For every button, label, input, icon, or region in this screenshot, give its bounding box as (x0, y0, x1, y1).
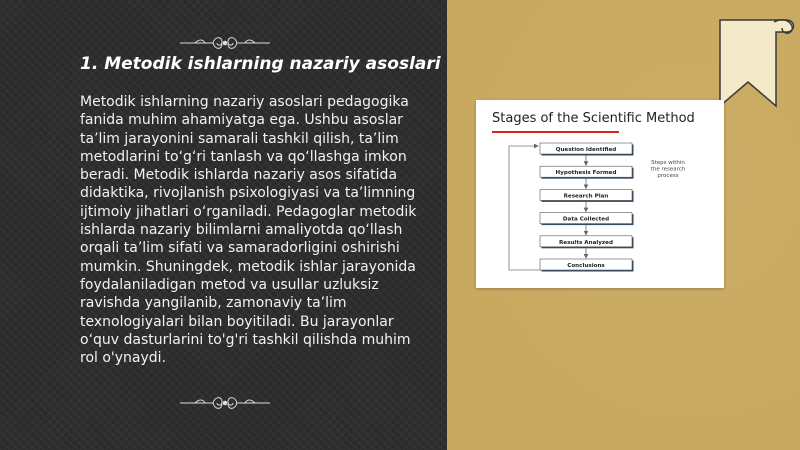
flow-step-label: Results Analyzed (559, 239, 613, 246)
flow-step-label: Research Plan (563, 193, 609, 200)
ornament-top-icon (175, 33, 275, 53)
flow-step-2 (540, 166, 634, 179)
flow-step-label: Hypothesis Formed (555, 170, 617, 177)
scientific-method-figure (476, 100, 724, 288)
bookmark-ribbon-icon (716, 18, 800, 108)
flow-step-label: Question Identified (555, 147, 617, 153)
slide-body-text: Metodik ishlarning nazariy asoslari pedagogika fanida muhim ahamiyatga ega. Ushbu asoslar ta’lim jarayonini samarali tashkil qilish, ta’lim metodlarini to‘g‘ri tanlash va qo‘llashga imkon beradi. Metodik ishlarda nazariy asos sifatida didaktika, rivojlanish psixologiyasi va ta’limning ijtimoiy jihatlari o‘rganiladi. Pedagoglar metodik ishlarda nazariy bilimlarni amaliyotda qo‘llash orqali ta’lim sifati va samaradorligini oshirishi mumkin. Shuningdek, metodik ishlar jarayonida foydalaniladigan metod va usullar uzluksiz ravishda yangilanib, zamonaviy ta’lim texnologiyalari bilan boyitiladi. Bu jarayonlar o‘quv dasturlarini to'g'ri tashkil qilishda muhim rol o'ynaydi. (80, 94, 417, 367)
slide-title: 1. Metodik ishlarning nazariy asoslari (80, 54, 441, 74)
ornament-bottom-icon (175, 393, 275, 413)
flow-diagram (476, 100, 724, 288)
flow-step-label: Conclusions (567, 263, 605, 269)
flow-step-6 (540, 259, 634, 272)
figure-title: Stages of the Scientific Method (492, 111, 695, 126)
flow-step-5 (540, 236, 634, 249)
figure-note: Steps within the research process (650, 160, 686, 179)
flow-step-label: Data Collected (562, 216, 610, 223)
flow-step-1 (540, 143, 634, 156)
feedback-loop-line (509, 146, 540, 270)
flow-step-4 (540, 213, 634, 226)
flow-step-3 (540, 189, 634, 202)
